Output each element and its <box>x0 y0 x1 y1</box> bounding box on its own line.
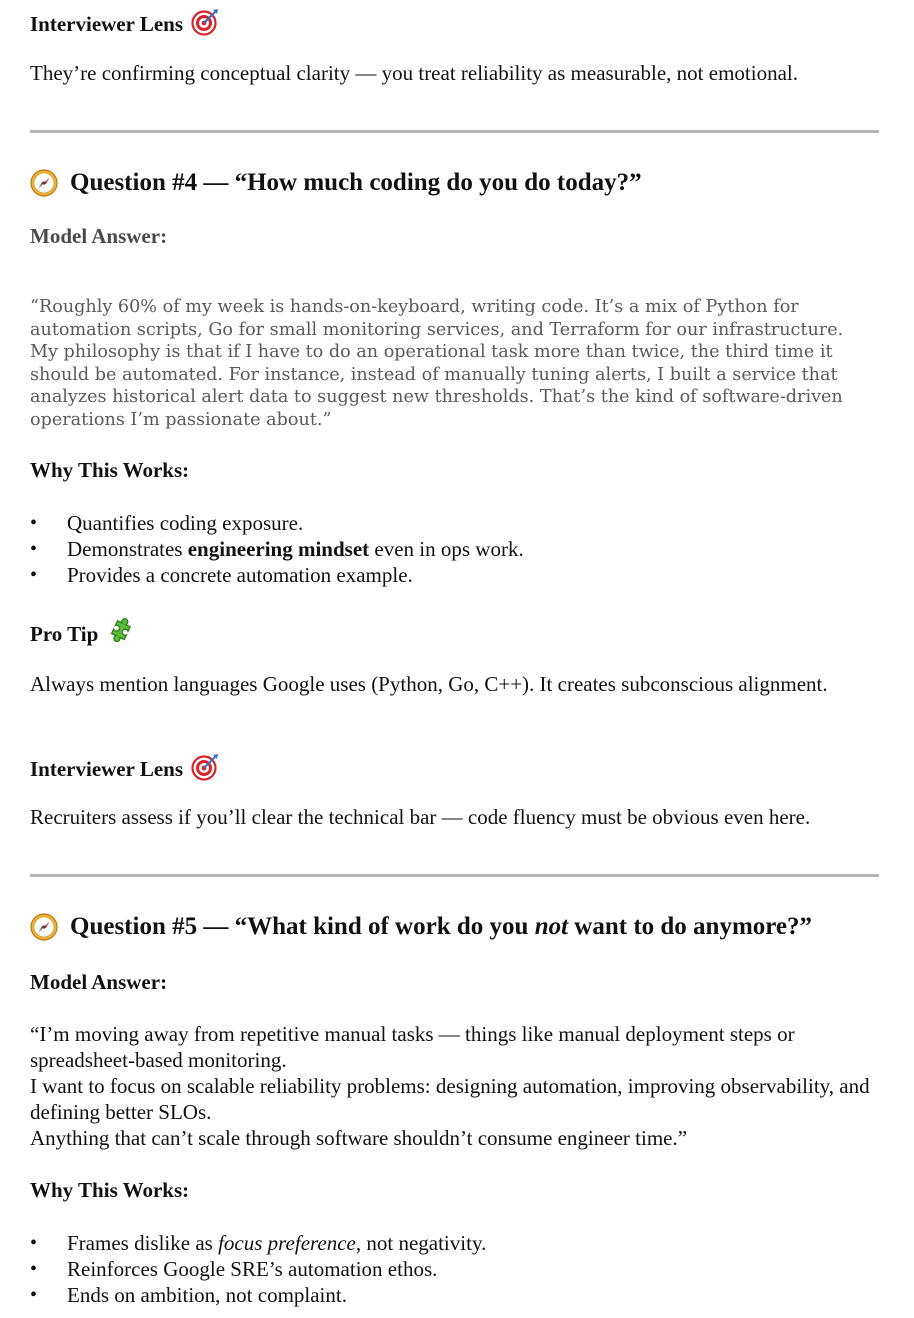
list-item-italic-text: focus preference <box>218 1231 356 1255</box>
list-item <box>0 1230 486 1256</box>
model-answer-label: Model Answer: <box>30 224 168 248</box>
compass-icon <box>30 913 58 941</box>
model-answer-line: “I’m moving away from repetitive manual tasks — things like manual deployment steps or spreadsheet-based monitoring. <box>30 1022 795 1072</box>
why-this-works-list <box>0 1230 486 1308</box>
question-5-title-text: want to do anymore?” <box>568 913 813 940</box>
pro-tip-heading <box>30 618 134 646</box>
list-item-text: Demonstrates <box>67 537 188 561</box>
question-4-title: Question #4 — “How much coding do you do today?” <box>70 169 642 196</box>
list-item-bold-text: engineering mindset <box>187 537 370 561</box>
interviewer-lens-heading <box>30 753 219 781</box>
question-5-title-emphasis: not <box>534 913 569 940</box>
list-item: • Provides a concrete automation example. <box>0 562 524 588</box>
list-item-text: Frames dislike as <box>67 1231 219 1255</box>
model-answer-text <box>30 1021 870 1151</box>
interviewer-lens-text: Recruiters assess if you’ll clear the technical bar — code fluency must be obvious even here. <box>30 805 811 829</box>
section-divider <box>30 130 879 133</box>
list-item <box>0 536 524 562</box>
section-divider <box>30 874 879 877</box>
interviewer-lens-label: Interviewer Lens <box>30 757 183 781</box>
pro-tip-text: Always mention languages Google uses (Python, Go, C++). It creates subconscious alignment. <box>30 672 828 696</box>
pro-tip-label: Pro Tip <box>30 622 99 646</box>
why-this-works-list <box>0 510 524 588</box>
compass-icon <box>30 169 58 197</box>
question-5-heading <box>30 912 812 942</box>
why-this-works-label: Why This Works: <box>30 458 190 482</box>
model-answer-line: I want to focus on scalable reliability problems: designing automation, improving observability, and defining better SLOs. <box>30 1074 870 1124</box>
list-item: • Ends on ambition, not complaint. <box>0 1282 486 1308</box>
why-this-works-label: Why This Works: <box>30 1178 190 1202</box>
interviewer-lens-text: They’re confirming conceptual clarity — you treat reliability as measurable, not emotional. <box>30 61 798 85</box>
question-4-heading <box>30 168 642 198</box>
list-item-text: , not negativity. <box>355 1231 487 1255</box>
model-answer-label: Model Answer: <box>30 970 168 994</box>
question-5-title-text: Question #5 — “What kind of work do you <box>70 913 535 940</box>
list-item: • Quantifies coding exposure. <box>0 510 524 536</box>
puzzle-piece-icon <box>106 618 134 646</box>
model-answer-line: Anything that can’t scale through software shouldn’t consume engineer time.” <box>30 1126 688 1150</box>
target-dart-icon <box>191 753 219 781</box>
target-dart-icon <box>191 8 219 36</box>
interviewer-lens-label: Interviewer Lens <box>30 12 183 36</box>
list-item: • Reinforces Google SRE’s automation ethos. <box>0 1256 486 1282</box>
interviewer-lens-heading <box>30 8 219 36</box>
question-5-title <box>70 912 812 942</box>
model-answer-quote: “Roughly 60% of my week is hands-on-keyboard, writing code. It’s a mix of Python for automation scripts, Go for small monitoring services, and Terraform for our infrastructure. My philosophy is that if I have to do an operational task more than twice, the third time it should be automated. For instance, instead of manually tuning alerts, I built a service that analyzes historical alert data to suggest new thresholds. That’s the kind of software-driven operations I’m passionate about.” <box>30 297 844 430</box>
list-item-text: even in ops work. <box>369 537 524 561</box>
